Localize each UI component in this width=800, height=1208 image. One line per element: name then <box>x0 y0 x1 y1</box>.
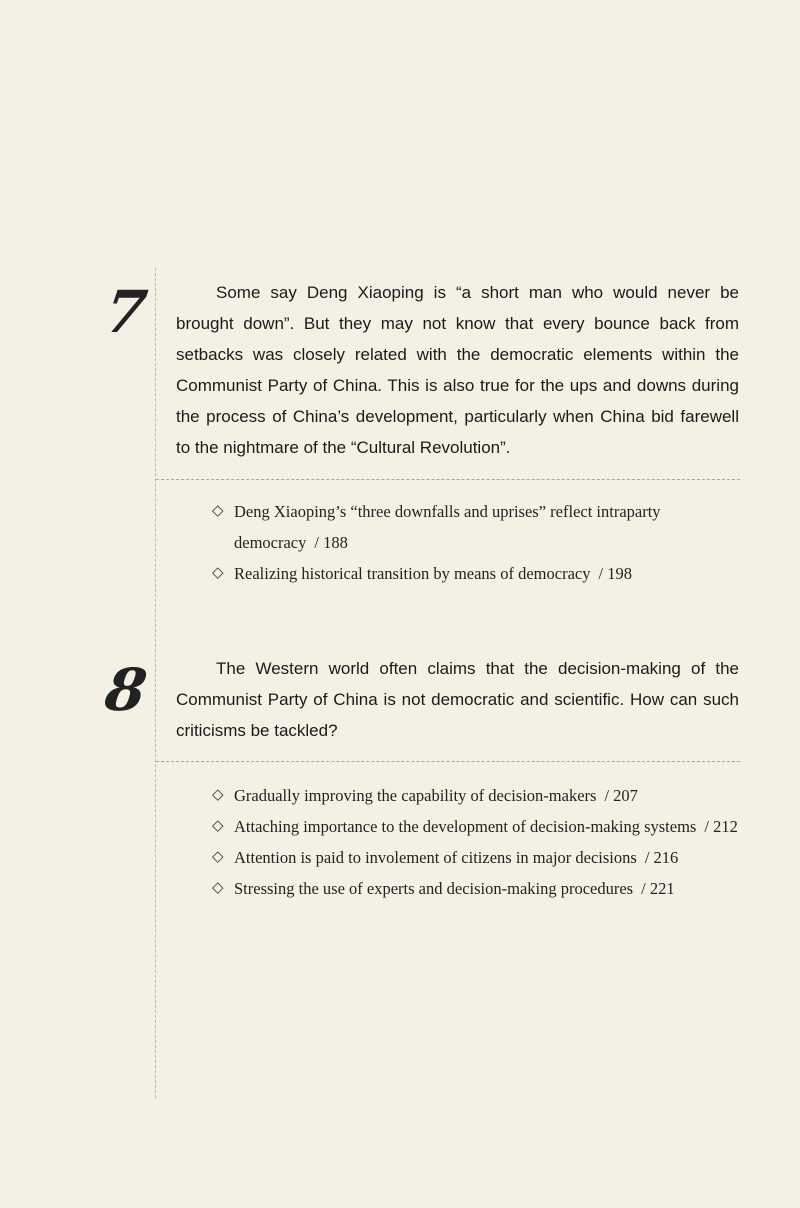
toc-entry-page: / 188 <box>314 533 348 552</box>
toc-entry[interactable] <box>212 811 742 842</box>
vertical-dashed-rule <box>155 268 156 1098</box>
diamond-outline-icon: ◇ <box>212 880 224 896</box>
toc-entry-page: / 207 <box>604 786 638 805</box>
toc-entry-title: Realizing historical transition by means of democracy <box>234 564 591 583</box>
chapter-number: 8 <box>101 656 151 724</box>
diamond-outline-icon: ◇ <box>212 818 224 834</box>
toc-entry[interactable] <box>212 558 742 589</box>
toc-list <box>212 780 742 904</box>
toc-entry-page: / 198 <box>598 564 632 583</box>
toc-entry-title: Stressing the use of experts and decision-making procedures <box>234 879 634 898</box>
chapter-intro: Some say Deng Xiaoping is “a short man who would never be brought down”. But they may not know that every bounce back from setbacks was closely related with the democratic elements within the Communist Party of China. This is also true for the ups and downs during the process of China’s development, particularly when China bid farewell to the nightmare of the “Cultural Revolution”. <box>176 283 739 457</box>
diamond-outline-icon: ◇ <box>212 565 224 581</box>
section-divider <box>156 761 740 762</box>
toc-entry[interactable] <box>212 842 742 873</box>
toc-list <box>212 496 742 589</box>
toc-entry-page: / 221 <box>641 879 675 898</box>
section-divider <box>156 479 740 480</box>
toc-entry[interactable] <box>212 496 742 558</box>
toc-entry-title: Attention is paid to involement of citizens in major decisions <box>234 848 637 867</box>
diamond-outline-icon: ◇ <box>212 787 224 803</box>
chapter-intro: The Western world often claims that the decision-making of the Communist Party of China is not democratic and scientific. How can such criticisms be tackled? <box>176 659 739 740</box>
toc-entry-title: Attaching importance to the development of decision-making systems <box>234 817 697 836</box>
toc-entry-page: / 212 <box>704 817 738 836</box>
toc-entry-page: / 216 <box>644 848 679 867</box>
toc-entry-title: Deng Xiaoping’s “three downfalls and uprises” reflect intraparty democracy <box>234 502 661 552</box>
chapter-number: 7 <box>101 278 151 346</box>
diamond-outline-icon: ◇ <box>212 849 224 865</box>
toc-entry-title: Gradually improving the capability of decision-makers <box>234 786 597 805</box>
toc-entry[interactable] <box>212 780 742 811</box>
diamond-outline-icon: ◇ <box>212 503 224 519</box>
toc-entry[interactable] <box>212 873 742 904</box>
